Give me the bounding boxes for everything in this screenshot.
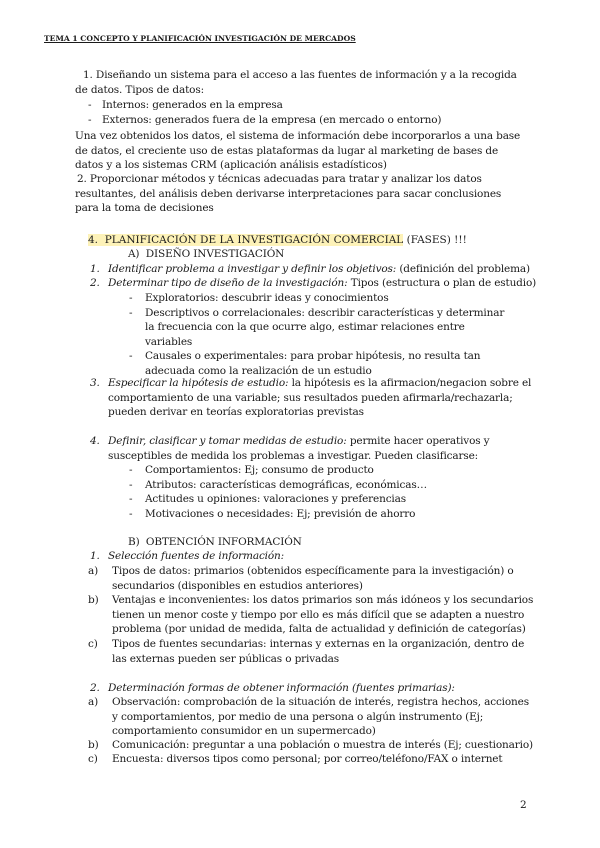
- list-item: - Motivaciones o necesidades: Ej; previsión de ahorro: [126, 507, 511, 522]
- method-item-b: b) Comunicación: preguntar a una población o muestra de interés (Ej; cuestionario): [88, 739, 533, 751]
- section-heading: 4. PLANIFICACIÓN DE LA INVESTIGACIÓN COMERCIAL (FASES) !!!: [88, 234, 467, 246]
- source-item-b: b) Ventajas e inconvenientes: los datos primarios son más idóneos y los secundarios tienen un menor coste y tiempo por ello es más difícil que se adapten a nuestro problema (por unidad de medida, falta de actualidad y definición de categorías): [88, 594, 534, 635]
- item-text: Diseñando un sistema para el acceso a las fuentes de información y a la recogida de datos. Tipos de datos:: [75, 69, 517, 96]
- part-a-heading: A) DISEÑO INVESTIGACIÓN: [128, 248, 285, 260]
- list-item: - Actitudes u opiniones: valoraciones y preferencias: [126, 492, 511, 507]
- data-types-list: [80, 98, 510, 127]
- item-number: 2.: [77, 173, 87, 185]
- source-item-a: a) Tipos de datos: primarios (obtenidos específicamente para la investigación) o secundarios (disponibles en estudios anteriores): [88, 565, 514, 592]
- part-b-sub-1: 1. Selección fuentes de información:: [90, 550, 285, 562]
- part-a-item-1: 1. Identificar problema a investigar y definir los objetivos: (definición del problema): [90, 263, 530, 275]
- item-text: Proporcionar métodos y técnicas adecuadas para tratar y analizar los datos resultantes, del análisis deben derivarse interpretaciones para sacar conclusiones para la toma de decisiones: [75, 173, 502, 214]
- list-item: - Externos: generados fuera de la empresa (en mercado o entorno): [80, 113, 510, 128]
- method-item-c: c) Encuesta: diversos tipos como personal; por correo/teléfono/FAX o internet: [88, 753, 503, 765]
- intro-paragraph: Una vez obtenidos los datos, el sistema de información debe incorporarlos a una base de datos, el creciente uso de estas plataformas da lugar al marketing de bases de datos y a los sistemas CRM (aplicación análisis estadísticos): [75, 130, 521, 171]
- part-a-item-4: 4. Definir, clasificar y tomar medidas de estudio: permite hacer operativos y susceptibles de medida los problemas a investigar. Pueden clasificarse:: [90, 435, 490, 462]
- part-b-heading: B) OBTENCIÓN INFORMACIÓN: [128, 536, 302, 548]
- design-types-list: [126, 291, 511, 378]
- page-header: TEMA 1 CONCEPTO Y PLANIFICACIÓN INVESTIGACIÓN DE MERCADOS: [44, 34, 356, 43]
- list-item: - Internos: generados en la empresa: [80, 98, 510, 113]
- list-item: - Atributos: características demográficas, económicas…: [126, 478, 511, 493]
- list-item: - Exploratorios: descubrir ideas y conocimientos: [126, 291, 511, 306]
- part-a-item-3: 3. Especificar la hipótesis de estudio: la hipótesis es la afirmacion/negacion sobre el comportamiento de una variable; sus resultados pueden afirmarla/rechazarla; pueden derivar en teorías exploratorias previstas: [90, 377, 532, 418]
- intro-item-1: [75, 68, 521, 97]
- list-item: - Descriptivos o correlacionales: describir características y determinar la frecuencia con la que ocurre algo, estimar relaciones entre variables: [126, 306, 511, 350]
- section-heading-highlight: 4. PLANIFICACIÓN DE LA INVESTIGACIÓN COMERCIAL: [88, 234, 404, 246]
- page-number: 2: [520, 799, 527, 811]
- item-number: 1.: [83, 69, 93, 81]
- intro-item-2: [75, 172, 521, 216]
- list-item: - Comportamientos: Ej; consumo de producto: [126, 463, 511, 478]
- part-a-item-2: 2. Determinar tipo de diseño de la investigación: Tipos (estructura o plan de estudio): [90, 277, 537, 289]
- list-item: - Causales o experimentales: para probar hipótesis, no resulta tan adecuada como la realización de un estudio: [126, 349, 511, 378]
- measures-list: [126, 463, 511, 521]
- part-b-sub-2: 2. Determinación formas de obtener información (fuentes primarias):: [90, 682, 455, 694]
- method-item-a: a) Observación: comprobación de la situación de interés, registra hechos, acciones y comportamientos, por medio de una persona o algún instrumento (Ej; comportamiento consumidor en un supermercado): [88, 696, 529, 737]
- source-item-c: c) Tipos de fuentes secundarias: internas y externas en la organización, dentro de las externas pueden ser públicas o privadas: [88, 638, 525, 665]
